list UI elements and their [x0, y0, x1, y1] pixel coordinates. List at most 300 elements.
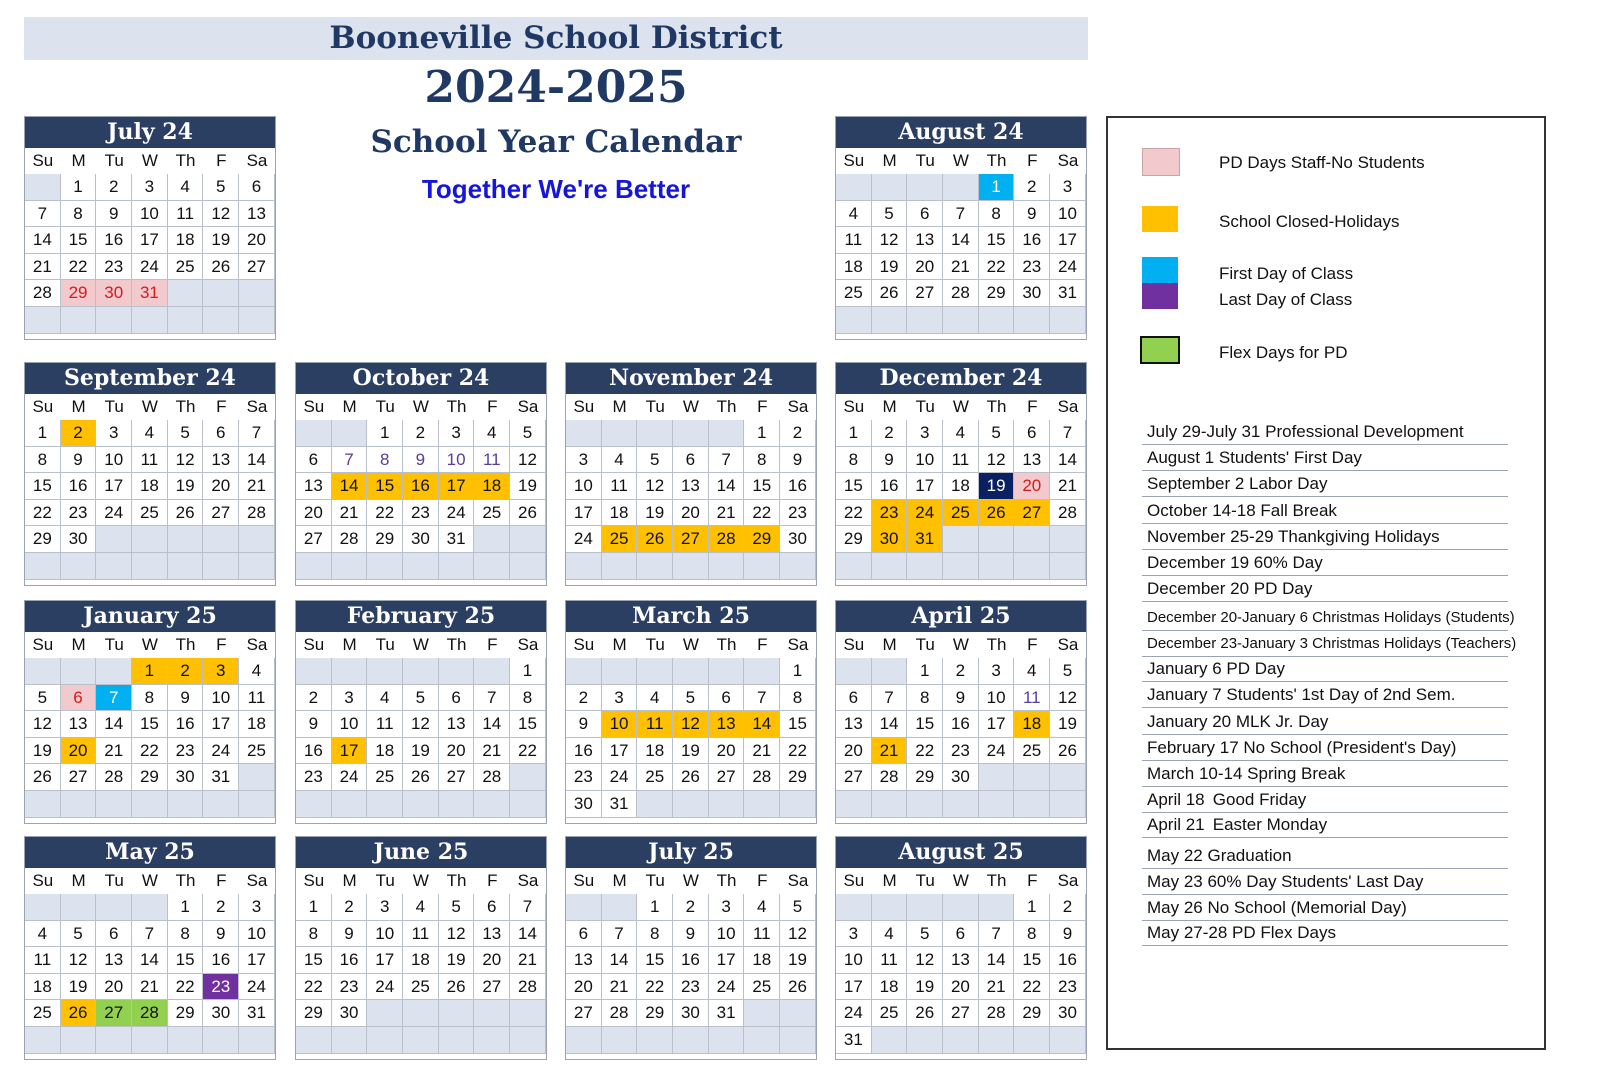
- day-cell: 12: [439, 921, 475, 948]
- day-cell: 24: [203, 738, 239, 765]
- day-cell: 29: [637, 1000, 673, 1027]
- empty-day-cell: [474, 658, 510, 685]
- weekday-label: F: [487, 635, 498, 654]
- empty-day-cell: [1014, 791, 1050, 818]
- day-cell: 24: [566, 526, 602, 553]
- empty-day-cell: [203, 307, 239, 334]
- day-cell: 30: [168, 764, 204, 791]
- day-cell: 26: [439, 974, 475, 1001]
- day-cell: 13: [296, 473, 332, 500]
- empty-day-cell: [510, 791, 546, 818]
- day-cell: 11: [474, 447, 510, 474]
- day-cell: 7: [744, 685, 780, 712]
- weekday-label: Tu: [104, 151, 124, 170]
- month-title: July 25: [566, 837, 816, 868]
- day-grid: [836, 894, 1086, 1054]
- event-entry: December 23-January 3 Christmas Holidays (Teachers): [1142, 632, 1508, 657]
- day-cell: 6: [61, 685, 97, 712]
- day-cell: 31: [602, 791, 638, 818]
- empty-day-cell: [836, 658, 872, 685]
- weekday-label: Tu: [104, 397, 124, 416]
- empty-day-cell: [439, 553, 475, 580]
- day-cell: 12: [61, 947, 97, 974]
- day-cell: 17: [602, 738, 638, 765]
- day-cell: 6: [239, 174, 275, 201]
- day-cell: 5: [439, 894, 475, 921]
- day-cell: 25: [637, 764, 673, 791]
- day-cell: 27: [943, 1000, 979, 1027]
- day-cell: 6: [203, 420, 239, 447]
- empty-day-cell: [943, 553, 979, 580]
- day-cell: 22: [61, 254, 97, 281]
- empty-day-cell: [780, 553, 816, 580]
- day-cell: 25: [132, 500, 168, 527]
- day-cell: 9: [96, 201, 132, 228]
- day-cell: 31: [439, 526, 475, 553]
- day-cell: 18: [25, 974, 61, 1001]
- weekday-label: M: [882, 151, 897, 170]
- day-cell: 3: [96, 420, 132, 447]
- day-cell: 30: [403, 526, 439, 553]
- event-entry: October 14-18 Fall Break: [1142, 499, 1508, 524]
- empty-day-cell: [907, 553, 943, 580]
- weekday-label: Th: [716, 871, 737, 890]
- weekday-label: W: [682, 871, 699, 890]
- day-cell: 13: [61, 711, 97, 738]
- legend-label-first-day: First Day of Class: [1219, 264, 1354, 283]
- day-cell: 12: [673, 711, 709, 738]
- empty-day-cell: [673, 791, 709, 818]
- day-cell: 21: [943, 254, 979, 281]
- month-october-24: [295, 362, 547, 586]
- weekday-label: Sa: [517, 871, 539, 890]
- weekday-label: Su: [303, 635, 325, 654]
- day-cell: 14: [474, 711, 510, 738]
- day-cell: 12: [637, 473, 673, 500]
- day-cell: 29: [907, 764, 943, 791]
- weekday-label: M: [342, 635, 357, 654]
- day-cell: 4: [168, 174, 204, 201]
- day-cell: 8: [907, 685, 943, 712]
- day-cell: 21: [25, 254, 61, 281]
- day-cell: 4: [474, 420, 510, 447]
- weekday-label: M: [342, 871, 357, 890]
- day-cell: 11: [637, 711, 673, 738]
- day-cell: 22: [1014, 974, 1050, 1001]
- day-grid: [25, 658, 275, 818]
- weekday-label: Sa: [517, 635, 539, 654]
- event-entry: December 20-January 6 Christmas Holidays (Students): [1142, 606, 1508, 631]
- weekday-header: [296, 868, 546, 893]
- day-cell: 31: [239, 1000, 275, 1027]
- day-cell: 23: [332, 974, 368, 1001]
- empty-day-cell: [836, 174, 872, 201]
- day-cell: 16: [296, 738, 332, 765]
- day-cell: 5: [61, 921, 97, 948]
- day-cell: 21: [602, 974, 638, 1001]
- event-entry: April 18 Good Friday: [1142, 788, 1508, 813]
- day-cell: 8: [25, 447, 61, 474]
- day-cell: 4: [1014, 658, 1050, 685]
- day-cell: 1: [780, 658, 816, 685]
- weekday-label: W: [682, 397, 699, 416]
- month-title: June 25: [296, 837, 546, 868]
- day-cell: 5: [979, 420, 1015, 447]
- day-cell: 5: [510, 420, 546, 447]
- month-september-24: [24, 362, 276, 586]
- empty-day-cell: [96, 307, 132, 334]
- day-cell: 14: [943, 227, 979, 254]
- day-cell: 3: [836, 921, 872, 948]
- day-cell: 9: [872, 447, 908, 474]
- day-cell: 20: [836, 738, 872, 765]
- day-cell: 17: [332, 738, 368, 765]
- day-cell: 22: [168, 974, 204, 1001]
- day-cell: 12: [203, 201, 239, 228]
- day-cell: 20: [239, 227, 275, 254]
- day-cell: 30: [673, 1000, 709, 1027]
- day-cell: 20: [943, 974, 979, 1001]
- legend-swatch-flex: [1140, 336, 1180, 364]
- day-cell: 15: [1014, 947, 1050, 974]
- day-cell: 30: [780, 526, 816, 553]
- empty-day-cell: [168, 791, 204, 818]
- weekday-label: F: [487, 397, 498, 416]
- event-entry: January 20 MLK Jr. Day: [1142, 710, 1508, 735]
- day-cell: 13: [1014, 447, 1050, 474]
- day-cell: 18: [637, 738, 673, 765]
- day-cell: 31: [1050, 280, 1086, 307]
- day-cell: 2: [61, 420, 97, 447]
- weekday-label: Th: [175, 397, 196, 416]
- empty-day-cell: [602, 894, 638, 921]
- day-cell: 6: [474, 894, 510, 921]
- weekday-header: [296, 632, 546, 657]
- empty-day-cell: [979, 1027, 1015, 1054]
- month-title: May 25: [25, 837, 275, 868]
- day-cell: 7: [872, 685, 908, 712]
- weekday-label: Tu: [915, 871, 935, 890]
- day-cell: 26: [979, 500, 1015, 527]
- weekday-label: Su: [843, 871, 865, 890]
- day-cell: 21: [332, 500, 368, 527]
- weekday-label: W: [952, 871, 969, 890]
- day-cell: 17: [979, 711, 1015, 738]
- weekday-label: Th: [446, 871, 467, 890]
- day-cell: 20: [673, 500, 709, 527]
- empty-day-cell: [168, 526, 204, 553]
- day-cell: 18: [943, 473, 979, 500]
- day-cell: 3: [907, 420, 943, 447]
- day-cell: 17: [367, 947, 403, 974]
- day-cell: 23: [203, 974, 239, 1001]
- day-cell: 27: [203, 500, 239, 527]
- weekday-label: F: [216, 397, 227, 416]
- day-cell: 28: [943, 280, 979, 307]
- weekday-label: F: [1027, 871, 1038, 890]
- empty-day-cell: [367, 658, 403, 685]
- weekday-label: Sa: [246, 871, 268, 890]
- empty-day-cell: [332, 420, 368, 447]
- day-cell: 14: [979, 947, 1015, 974]
- day-cell: 3: [1050, 174, 1086, 201]
- empty-day-cell: [1050, 553, 1086, 580]
- day-cell: 2: [203, 894, 239, 921]
- weekday-header: [836, 868, 1086, 893]
- weekday-label: Su: [843, 397, 865, 416]
- month-title: December 24: [836, 363, 1086, 394]
- day-cell: 26: [510, 500, 546, 527]
- day-cell: 26: [168, 500, 204, 527]
- day-cell: 9: [296, 711, 332, 738]
- weekday-header: [836, 632, 1086, 657]
- empty-day-cell: [239, 791, 275, 818]
- day-cell: 26: [61, 1000, 97, 1027]
- day-cell: 20: [439, 738, 475, 765]
- day-cell: 1: [907, 658, 943, 685]
- empty-day-cell: [96, 894, 132, 921]
- day-cell: 31: [709, 1000, 745, 1027]
- day-cell: 19: [510, 473, 546, 500]
- month-july-25: [565, 836, 817, 1060]
- event-entry: May 22 Graduation: [1142, 844, 1508, 869]
- event-entry: May 26 No School (Memorial Day): [1142, 896, 1508, 921]
- empty-day-cell: [1014, 764, 1050, 791]
- event-entry: May 23 60% Day Students' Last Day: [1142, 870, 1508, 895]
- day-cell: 28: [744, 764, 780, 791]
- day-cell: 10: [709, 921, 745, 948]
- day-cell: 9: [943, 685, 979, 712]
- day-cell: 17: [96, 473, 132, 500]
- day-cell: 4: [239, 658, 275, 685]
- empty-day-cell: [203, 280, 239, 307]
- weekday-label: M: [612, 397, 627, 416]
- day-cell: 19: [780, 947, 816, 974]
- empty-day-cell: [872, 1027, 908, 1054]
- day-cell: 21: [96, 738, 132, 765]
- weekday-label: F: [216, 635, 227, 654]
- day-cell: 10: [566, 473, 602, 500]
- day-cell: 11: [403, 921, 439, 948]
- weekday-label: Sa: [787, 397, 809, 416]
- day-cell: 19: [203, 227, 239, 254]
- weekday-header: [25, 868, 275, 893]
- day-cell: 26: [872, 280, 908, 307]
- empty-day-cell: [61, 658, 97, 685]
- empty-day-cell: [1014, 307, 1050, 334]
- day-cell: 20: [203, 473, 239, 500]
- day-cell: 14: [332, 473, 368, 500]
- weekday-label: Sa: [1057, 397, 1079, 416]
- day-cell: 25: [367, 764, 403, 791]
- empty-day-cell: [566, 553, 602, 580]
- day-cell: 19: [403, 738, 439, 765]
- day-cell: 10: [132, 201, 168, 228]
- day-cell: 16: [872, 473, 908, 500]
- day-cell: 29: [25, 526, 61, 553]
- day-cell: 4: [367, 685, 403, 712]
- day-cell: 16: [61, 473, 97, 500]
- day-cell: 27: [296, 526, 332, 553]
- day-cell: 20: [296, 500, 332, 527]
- day-cell: 13: [907, 227, 943, 254]
- day-cell: 21: [1050, 473, 1086, 500]
- day-cell: 8: [510, 685, 546, 712]
- day-cell: 10: [1050, 201, 1086, 228]
- weekday-label: Su: [32, 871, 54, 890]
- empty-day-cell: [132, 1027, 168, 1054]
- day-cell: 28: [25, 280, 61, 307]
- day-cell: 25: [239, 738, 275, 765]
- month-title: July 24: [25, 117, 275, 148]
- day-cell: 22: [510, 738, 546, 765]
- empty-day-cell: [61, 307, 97, 334]
- legend-swatch-pd: [1142, 148, 1180, 176]
- day-cell: 8: [296, 921, 332, 948]
- empty-day-cell: [709, 658, 745, 685]
- day-cell: 16: [1014, 227, 1050, 254]
- day-cell: 6: [566, 921, 602, 948]
- day-cell: 21: [744, 738, 780, 765]
- month-title: March 25: [566, 601, 816, 632]
- empty-day-cell: [836, 894, 872, 921]
- day-cell: 22: [744, 500, 780, 527]
- month-august-24: [835, 116, 1087, 340]
- empty-day-cell: [943, 1027, 979, 1054]
- day-cell: 28: [510, 974, 546, 1001]
- day-cell: 16: [96, 227, 132, 254]
- weekday-label: Su: [303, 871, 325, 890]
- empty-day-cell: [709, 791, 745, 818]
- empty-day-cell: [673, 658, 709, 685]
- day-cell: 3: [132, 174, 168, 201]
- day-cell: 27: [474, 974, 510, 1001]
- day-cell: 6: [836, 685, 872, 712]
- day-cell: 15: [367, 473, 403, 500]
- empty-day-cell: [907, 894, 943, 921]
- day-cell: 28: [709, 526, 745, 553]
- empty-day-cell: [602, 553, 638, 580]
- day-cell: 9: [403, 447, 439, 474]
- day-cell: 8: [132, 685, 168, 712]
- day-cell: 16: [780, 473, 816, 500]
- day-cell: 3: [239, 894, 275, 921]
- day-cell: 7: [1050, 420, 1086, 447]
- day-cell: 11: [168, 201, 204, 228]
- day-cell: 26: [403, 764, 439, 791]
- day-cell: 22: [907, 738, 943, 765]
- day-cell: 14: [1050, 447, 1086, 474]
- day-cell: 5: [403, 685, 439, 712]
- day-cell: 9: [673, 921, 709, 948]
- day-grid: [25, 420, 275, 580]
- empty-day-cell: [296, 658, 332, 685]
- day-cell: 23: [296, 764, 332, 791]
- day-cell: 7: [25, 201, 61, 228]
- day-cell: 7: [332, 447, 368, 474]
- empty-day-cell: [943, 307, 979, 334]
- day-cell: 4: [744, 894, 780, 921]
- day-cell: 16: [1050, 947, 1086, 974]
- day-cell: 22: [780, 738, 816, 765]
- day-cell: 10: [602, 711, 638, 738]
- month-title: August 24: [836, 117, 1086, 148]
- day-cell: 28: [474, 764, 510, 791]
- weekday-label: Th: [716, 635, 737, 654]
- empty-day-cell: [203, 526, 239, 553]
- weekday-label: W: [141, 397, 158, 416]
- empty-day-cell: [25, 307, 61, 334]
- day-cell: 10: [332, 711, 368, 738]
- weekday-header: [296, 394, 546, 419]
- empty-day-cell: [168, 307, 204, 334]
- empty-day-cell: [25, 791, 61, 818]
- day-cell: 2: [673, 894, 709, 921]
- weekday-label: Th: [175, 151, 196, 170]
- day-cell: 4: [637, 685, 673, 712]
- event-entry: January 7 Students' 1st Day of 2nd Sem.: [1142, 683, 1508, 708]
- day-cell: 13: [566, 947, 602, 974]
- weekday-label: M: [71, 635, 86, 654]
- day-cell: 28: [602, 1000, 638, 1027]
- empty-day-cell: [872, 894, 908, 921]
- district-name: Booneville School District: [329, 20, 783, 56]
- weekday-label: Tu: [104, 871, 124, 890]
- empty-day-cell: [872, 553, 908, 580]
- weekday-header: [566, 632, 816, 657]
- day-cell: 28: [332, 526, 368, 553]
- weekday-label: Tu: [645, 397, 665, 416]
- day-cell: 17: [836, 974, 872, 1001]
- weekday-label: W: [141, 635, 158, 654]
- weekday-label: Su: [32, 151, 54, 170]
- legend-swatch-holiday: [1142, 206, 1178, 232]
- empty-day-cell: [132, 894, 168, 921]
- day-cell: 29: [296, 1000, 332, 1027]
- empty-day-cell: [907, 1027, 943, 1054]
- empty-day-cell: [780, 1027, 816, 1054]
- day-cell: 7: [709, 447, 745, 474]
- legend-swatch-last-day: [1142, 283, 1178, 309]
- weekday-header: [566, 868, 816, 893]
- day-cell: 14: [510, 921, 546, 948]
- day-cell: 29: [132, 764, 168, 791]
- day-cell: 7: [510, 894, 546, 921]
- empty-day-cell: [637, 791, 673, 818]
- day-cell: 1: [132, 658, 168, 685]
- empty-day-cell: [203, 553, 239, 580]
- empty-day-cell: [744, 1000, 780, 1027]
- day-cell: 4: [132, 420, 168, 447]
- day-cell: 19: [168, 473, 204, 500]
- day-cell: 2: [168, 658, 204, 685]
- empty-day-cell: [403, 1000, 439, 1027]
- day-cell: 15: [132, 711, 168, 738]
- day-grid: [836, 174, 1086, 334]
- day-cell: 19: [61, 974, 97, 1001]
- day-cell: 3: [566, 447, 602, 474]
- day-cell: 20: [709, 738, 745, 765]
- day-cell: 27: [566, 1000, 602, 1027]
- empty-day-cell: [239, 1027, 275, 1054]
- day-cell: 21: [239, 473, 275, 500]
- day-cell: 15: [168, 947, 204, 974]
- day-cell: 9: [168, 685, 204, 712]
- day-cell: 11: [744, 921, 780, 948]
- weekday-label: F: [487, 871, 498, 890]
- day-cell: 26: [1050, 738, 1086, 765]
- day-cell: 13: [673, 473, 709, 500]
